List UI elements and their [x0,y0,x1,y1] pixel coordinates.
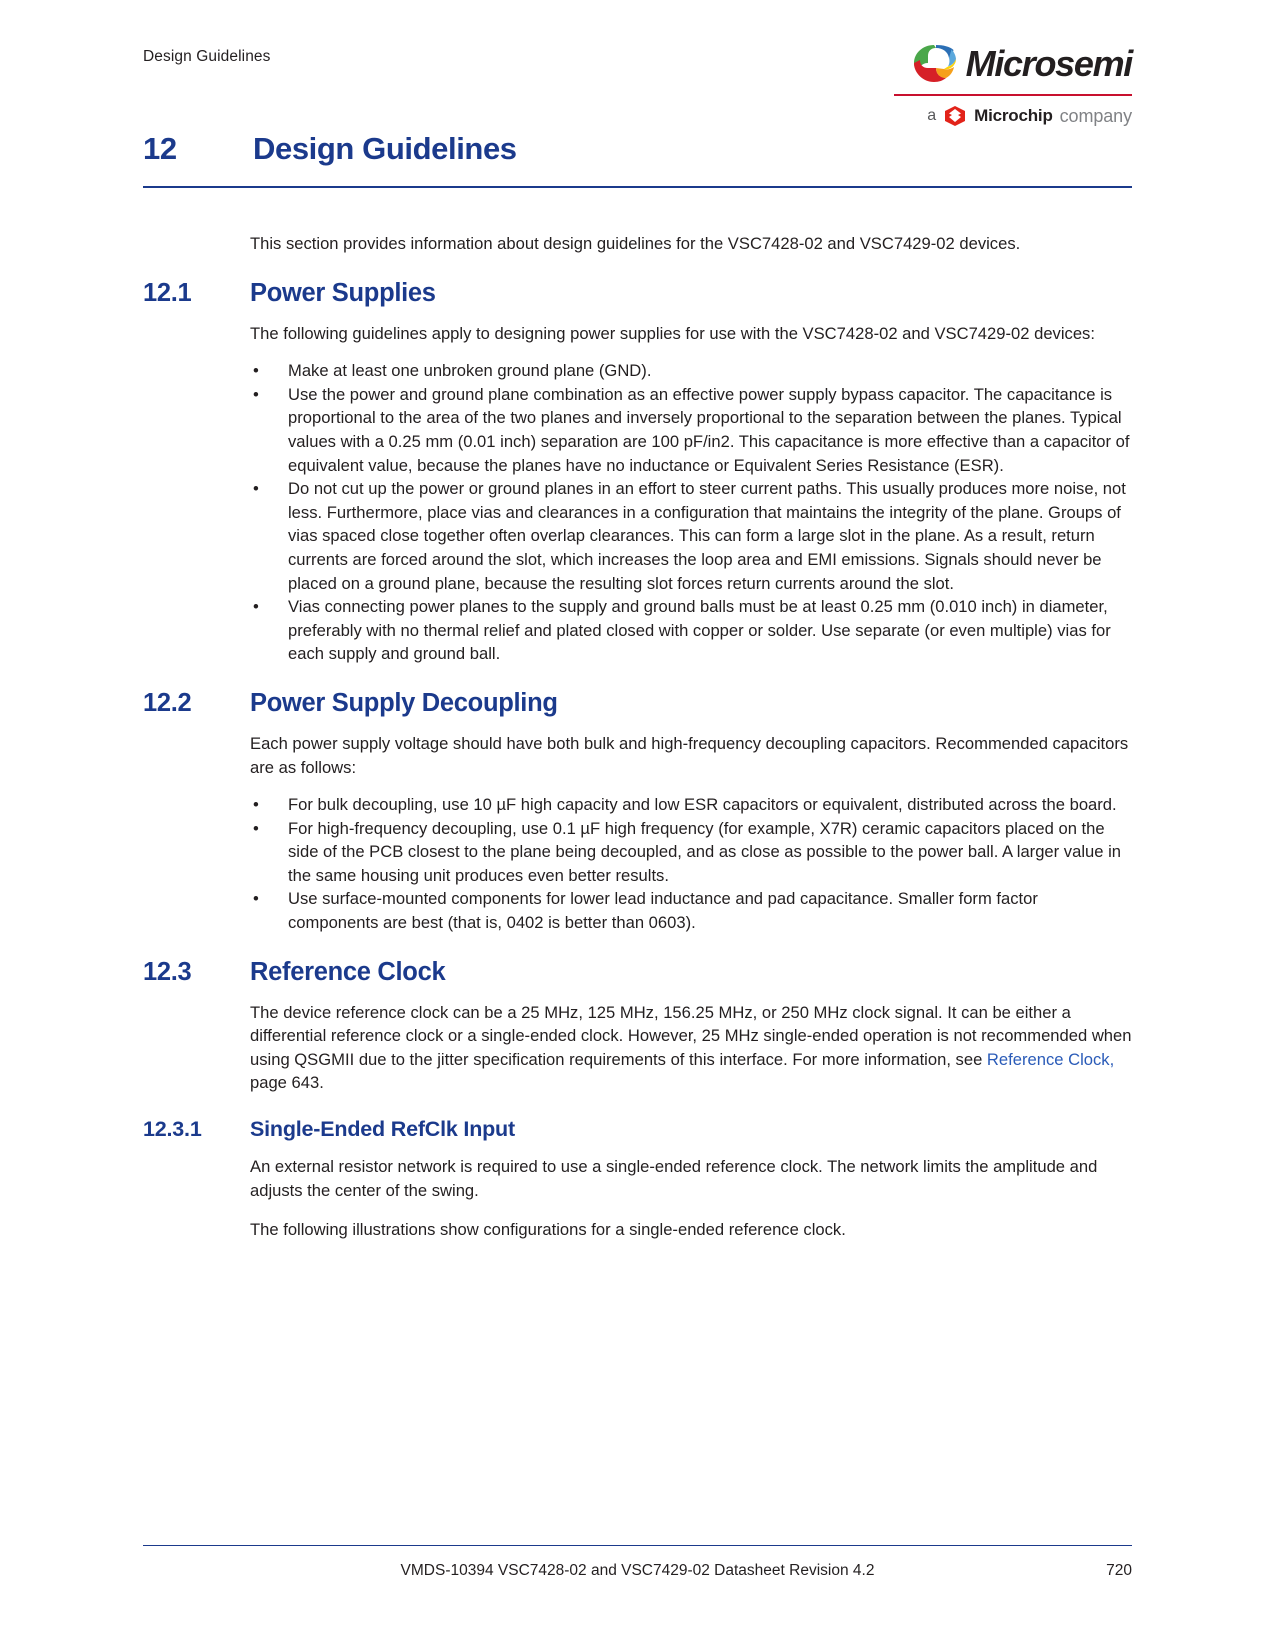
bullet-marker-icon: • [253,795,259,815]
logo-tagline-article: a [927,107,937,124]
paragraph-spacer [143,1202,1132,1218]
chapter-title-rule [143,186,1132,188]
list-item [250,887,1132,934]
section-number-12-3-1: 12.3.1 [143,1117,202,1142]
section-heading-12-3 [143,958,1132,987]
section-title-12-2: Power Supply Decoupling [250,688,558,717]
running-header-title: Design Guidelines [143,48,271,65]
bullet-marker-icon: • [253,479,259,499]
microsemi-logo [882,38,1132,138]
bullet-marker-icon: • [253,361,259,381]
footer-page-number: 720 [1106,1562,1132,1579]
bullet-marker-icon: • [253,384,259,404]
section-title-12-3-1: Single-Ended RefClk Input [250,1117,515,1142]
list-item-text: For bulk decoupling, use 10 µF high capacity and low ESR capacitors or equivalent, distributed across the board. [288,795,1117,815]
list-item [250,817,1132,888]
section-number-12-2: 12.2 [143,688,192,717]
section-heading-12-3-1 [143,1117,1132,1142]
section-12-3-paragraph-pre: The device reference clock can be a 25 MHz, 125 MHz, 156.25 MHz, or 250 MHz clock signal. It can be either a differential reference clock or a single-ended clock. However, 25 MHz single-ended operation is not recommended when using QSGMII due to the jitter specification requirements of this interface. For more information, see [250,1002,1132,1069]
section-title-12-3: Reference Clock [250,957,446,986]
page-footer [143,1562,1132,1584]
microchip-wordmark: Microchip [974,106,1053,125]
footer-document-title: VMDS-10394 VSC7428-02 and VSC7429-02 Datasheet Revision 4.2 [400,1562,875,1579]
page-header [143,44,1132,140]
list-item [250,477,1132,595]
list-item [250,793,1132,817]
section-number-12-1: 12.1 [143,278,192,307]
microchip-logo-icon [942,105,968,127]
microsemi-swirl-icon [910,42,958,86]
list-item-text: Make at least one unbroken ground plane (GND). [288,361,652,381]
bullet-marker-icon: • [253,889,259,909]
list-item [250,359,1132,383]
section-12-3-1-paragraph-1: An external resistor network is required to use a single-ended reference clock. The network limits the amplitude and adjusts the center of the swing. [250,1157,1098,1200]
page-content [143,232,1132,1242]
section-12-3-paragraph-post: page 643. [250,1073,324,1093]
list-item-text: Use surface-mounted components for lower lead inductance and pad capacitance. Smaller form factor components are best (that is, 0402 is better than 0603). [288,889,1038,933]
chapter-intro-paragraph: This section provides information about design guidelines for the VSC7428-02 and VSC7429-02 devices. [250,234,1021,253]
list-item-text: Do not cut up the power or ground planes in an effort to steer current paths. This usually produces more noise, not less. Furthermore, place vias and clearances in a configuration that maintains the integrity of the plane. Groups of vias spaced close together often overlap clearances. This can form a large slot in the plane. As a result, return currents are forced around the slot, which increases the loop area and EMI emissions. Signals should never be placed on a ground plane, because the resulting slot forces return currents around the slot. [288,479,1126,593]
list-item-text: Vias connecting power planes to the supply and ground balls must be at least 0.25 mm (0.010 inch) in diameter, preferably with no thermal relief and plated closed with copper or solder. Use separate (or even multiple) vias for each supply and ground ball. [288,597,1111,664]
section-12-3-paragraph [250,1001,1132,1095]
list-item [250,383,1132,477]
list-item-text: For high-frequency decoupling, use 0.1 µF high frequency (for example, X7R) ceramic capacitors placed on the side of the PCB closest to the plane being decoupled, and as close as possible to the power ball. A larger value in the same housing unit produces even better results. [288,818,1121,885]
chapter-title [143,131,1132,167]
list-item-text: Use the power and ground plane combination as an effective power supply bypass capacitor. The capacitance is proportional to the area of the two planes and inversely proportional to the separation between the planes. Typical values with a 0.25 mm (0.01 inch) separation are 100 pF/in2. This capacitance is more effective than a capacitor of equivalent value, because the planes have no inductance or Equivalent Series Resistance (ESR). [288,384,1130,475]
section-12-1-intro: The following guidelines apply to designing power supplies for use with the VSC7428-02 and VSC7429-02 devices: [250,323,1095,343]
list-item [250,595,1132,666]
chapter-heading-text: Design Guidelines [253,131,517,166]
section-number-12-3: 12.3 [143,957,192,986]
bullet-marker-icon: • [253,597,259,617]
microsemi-wordmark: Microsemi [965,43,1132,84]
logo-divider-rule [894,94,1132,96]
section-12-1-bullet-list [250,359,1132,666]
section-heading-12-2 [143,689,1132,718]
chapter-number: 12 [143,131,177,166]
section-12-2-bullet-list [250,793,1132,935]
section-12-2-intro: Each power supply voltage should have both bulk and high-frequency decoupling capacitors. Recommended capacitors are as follows: [250,733,1129,777]
section-heading-12-1 [143,279,1132,308]
bullet-marker-icon: • [253,818,259,838]
footer-rule [143,1545,1132,1547]
section-12-3-1-paragraph-2: The following illustrations show configurations for a single-ended reference clock. [250,1220,846,1240]
cross-reference-link[interactable]: Reference Clock, [986,1049,1115,1069]
logo-tagline-company: company [1059,105,1132,126]
section-title-12-1: Power Supplies [250,278,436,307]
